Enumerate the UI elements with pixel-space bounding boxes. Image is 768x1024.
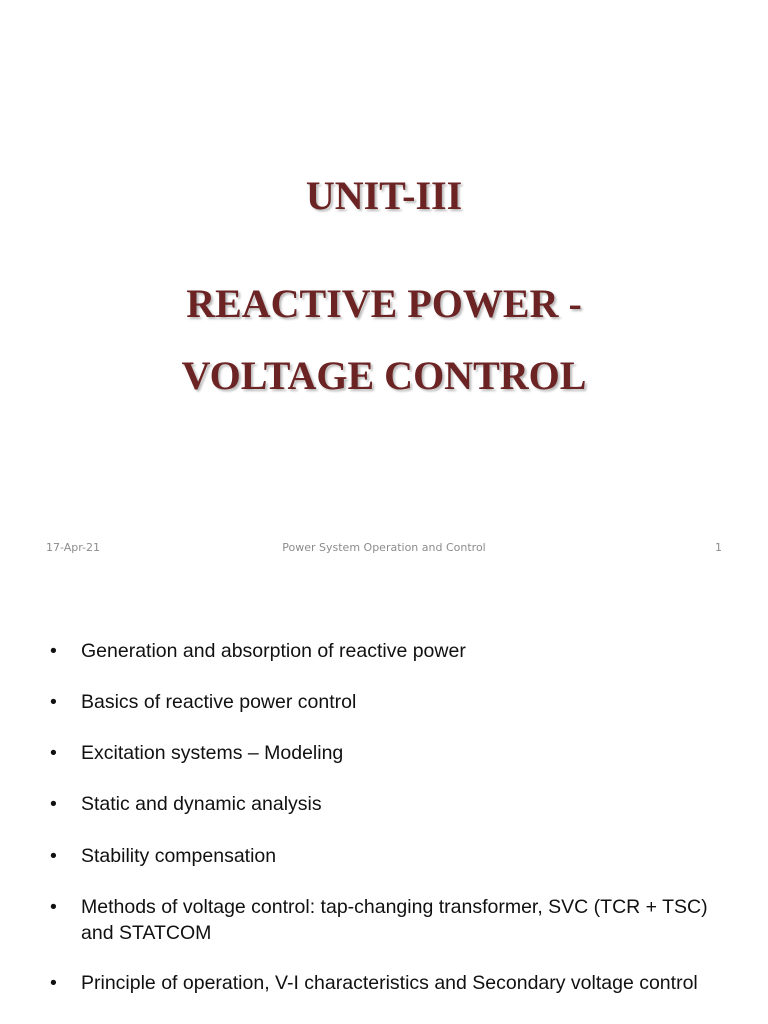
topic-title-line-1: REACTIVE POWER - — [186, 281, 582, 326]
contents-slide — [0, 576, 768, 1024]
list-item-text: Static and dynamic analysis — [81, 793, 322, 815]
bullet-icon: • — [50, 793, 57, 815]
footer-date: 17-Apr-21 — [46, 541, 101, 554]
list-item-text: Stability compensation — [81, 845, 277, 867]
topic-title-line-2: VOLTAGE CONTROL — [181, 353, 587, 398]
list-item-text: Generation and absorption of reactive power — [81, 640, 466, 662]
bullet-icon: • — [50, 845, 57, 867]
list-item-text: Basics of reactive power control — [81, 691, 357, 713]
unit-title: UNIT-III — [305, 173, 463, 218]
list-item-text: Excitation systems – Modeling — [81, 742, 344, 764]
footer-page-number: 1 — [715, 541, 722, 554]
bullet-icon: • — [50, 640, 57, 662]
bullet-icon: • — [50, 691, 57, 713]
footer-course-name: Power System Operation and Control — [282, 541, 486, 554]
bullet-icon: • — [50, 896, 57, 918]
list-item-text: Principle of operation, V-I characteristics and Secondary voltage control — [81, 972, 698, 994]
bullet-icon: • — [50, 972, 57, 994]
list-item-text: Methods of voltage control: tap-changing transformer, SVC (TCR + TSC) and STATCOM — [81, 896, 708, 944]
bullet-icon: • — [50, 742, 57, 764]
